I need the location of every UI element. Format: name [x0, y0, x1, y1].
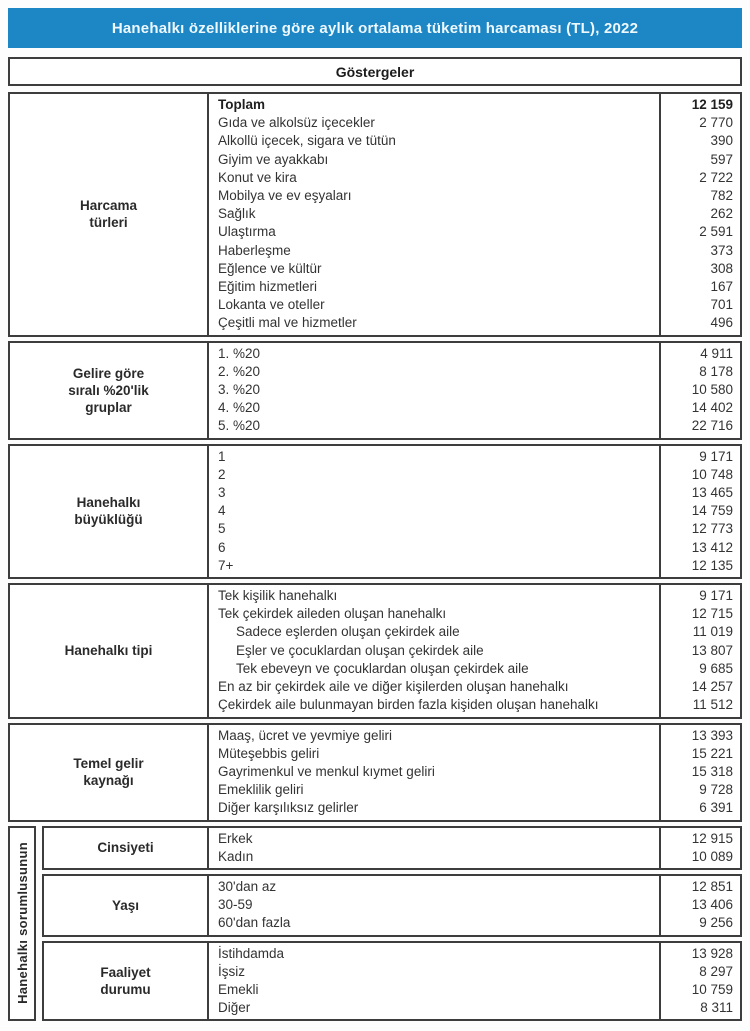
row-label: Gıda ve alkolsüz içecekler — [218, 115, 375, 131]
row-label: Alkollü içecek, sigara ve tütün — [218, 133, 396, 149]
row-value: 373 — [710, 242, 733, 258]
row-label: 7+ — [218, 557, 234, 573]
row-label: 4. %20 — [218, 400, 261, 416]
row-value: 9 685 — [699, 660, 733, 676]
row-label: İşsiz — [218, 963, 245, 979]
row-value: 9 171 — [699, 448, 733, 464]
row-value: 390 — [710, 133, 733, 149]
section-label: Faaliyet durumu — [100, 964, 151, 997]
row-label: Eğitim hizmetleri — [218, 279, 318, 295]
row-value: 10 748 — [691, 466, 733, 482]
row-label: 30-59 — [218, 897, 253, 913]
section-label-cell — [10, 725, 209, 820]
row-value: 308 — [710, 260, 733, 276]
vertical-label: Hanehalkı sorumlusunun — [14, 842, 30, 1005]
row-value: 167 — [710, 279, 733, 295]
row-label: 4 — [218, 503, 226, 519]
row-value: 12 773 — [691, 521, 733, 537]
section — [42, 874, 742, 937]
row-label: Eğlence ve kültür — [218, 260, 322, 276]
section-label-cell — [10, 343, 209, 438]
row-label: 5 — [218, 521, 226, 537]
row-value: 12 915 — [691, 830, 733, 846]
page-title: Hanehalkı özelliklerine göre aylık ortalama tüketim harcaması (TL), 2022 — [111, 19, 639, 37]
section-items-column — [209, 94, 659, 335]
row-label: Konut ve kira — [218, 169, 297, 185]
section-label-cell — [10, 446, 209, 577]
row-label: Tek kişilik hanehalkı — [218, 588, 338, 604]
row-label: Tek çekirdek aileden oluşan hanehalkı — [218, 606, 447, 622]
row-label: 3 — [218, 485, 226, 501]
section — [8, 444, 742, 579]
row-value: 15 221 — [691, 745, 733, 761]
row-value: 8 311 — [700, 1000, 733, 1016]
row-label: Kadın — [218, 848, 254, 864]
row-value: 10 759 — [691, 981, 733, 997]
row-label: 2 — [218, 466, 226, 482]
row-value: 13 412 — [691, 539, 733, 555]
row-value: 2 770 — [699, 115, 733, 131]
row-label: 60'dan fazla — [218, 915, 291, 931]
row-value: 8 297 — [699, 963, 733, 979]
row-label: İstihdamda — [218, 945, 285, 961]
row-label: 3. %20 — [218, 382, 261, 398]
section — [8, 341, 742, 440]
section-items-column — [209, 876, 659, 935]
row-value: 14 402 — [691, 400, 733, 416]
section-items-column — [209, 343, 659, 438]
row-label: Erkek — [218, 830, 253, 846]
row-label: Diğer — [218, 1000, 251, 1016]
row-value: 11 019 — [692, 624, 733, 640]
row-value: 14 257 — [691, 679, 733, 695]
section-values-column — [659, 446, 740, 577]
title-bar — [8, 8, 742, 48]
section-items-column — [209, 446, 659, 577]
row-value: 262 — [710, 206, 733, 222]
row-value: 12 715 — [691, 606, 733, 622]
section-items-column — [209, 725, 659, 820]
row-value: 9 728 — [699, 782, 733, 798]
row-value: 496 — [710, 315, 733, 331]
household-responsible-group — [8, 826, 742, 1022]
section — [8, 723, 742, 822]
row-value: 12 159 — [691, 97, 733, 112]
row-value: 13 807 — [691, 642, 733, 658]
row-value: 701 — [710, 297, 733, 313]
section-items-column — [209, 943, 659, 1020]
row-value: 14 759 — [691, 503, 733, 519]
row-label: Lokanta ve oteller — [218, 297, 325, 313]
section-values-column — [659, 343, 740, 438]
row-label: Müteşebbis geliri — [218, 745, 320, 761]
row-value: 13 393 — [691, 727, 733, 743]
section-values-column — [659, 876, 740, 935]
section-label: Gelire göre sıralı %20'lik gruplar — [68, 365, 149, 415]
section-label: Temel gelir kaynağı — [73, 756, 144, 788]
section-label-cell — [44, 828, 209, 868]
section-values-column — [659, 94, 740, 335]
row-label: Mobilya ve ev eşyaları — [218, 188, 352, 204]
section-label-cell — [10, 585, 209, 716]
row-value: 597 — [710, 151, 733, 167]
row-value: 13 928 — [691, 945, 733, 961]
row-value: 22 716 — [691, 418, 733, 434]
row-label: 1 — [218, 448, 226, 464]
section-label: Cinsiyeti — [97, 840, 154, 856]
row-label: Maaş, ücret ve yevmiye geliri — [218, 727, 393, 743]
row-label: Sadece eşlerden oluşan çekirdek aile — [236, 624, 460, 640]
row-label: 5. %20 — [218, 418, 261, 434]
row-value: 11 512 — [692, 697, 733, 713]
sections-container — [8, 92, 742, 822]
row-value: 10 089 — [691, 848, 733, 864]
row-value: 9 256 — [699, 915, 733, 931]
row-value: 6 391 — [699, 800, 733, 816]
row-label: Haberleşme — [218, 242, 291, 258]
row-label: 6 — [218, 539, 226, 555]
row-value: 12 851 — [691, 878, 733, 894]
row-label: En az bir çekirdek aile ve diğer kişilerden oluşan hanehalkı — [218, 679, 569, 695]
row-value: 2 722 — [699, 169, 733, 185]
row-label: Diğer karşılıksız gelirler — [218, 800, 359, 816]
row-label: 1. %20 — [218, 345, 261, 361]
row-value: 15 318 — [691, 763, 733, 779]
section-values-column — [659, 725, 740, 820]
section — [42, 941, 742, 1022]
row-value: 782 — [710, 188, 733, 204]
vertical-label-box — [8, 826, 36, 1022]
row-value: 8 178 — [699, 363, 733, 379]
row-label: 2. %20 — [218, 363, 261, 379]
section-values-column — [659, 828, 740, 868]
indicators-header: Göstergeler — [335, 63, 415, 80]
row-value: 9 171 — [699, 588, 733, 604]
row-label: Sağlık — [218, 206, 256, 222]
section-label-cell — [10, 94, 209, 335]
section-values-column — [659, 943, 740, 1020]
section-items-column — [209, 828, 659, 868]
section-label: Hanehalkı büyüklüğü — [74, 495, 143, 528]
row-value: 13 406 — [691, 897, 733, 913]
row-value: 10 580 — [691, 382, 733, 398]
section-label: Yaşı — [111, 897, 140, 913]
section — [8, 92, 742, 337]
section — [42, 826, 742, 870]
section-label: Harcama türleri — [79, 198, 138, 231]
section-label: Hanehalkı tipi — [64, 643, 153, 659]
section-items-column — [209, 585, 659, 716]
row-label: Çekirdek aile bulunmayan birden fazla kişiden oluşan hanehalkı — [218, 697, 599, 713]
row-label: Emeklilik geliri — [218, 782, 304, 798]
row-value: 4 911 — [700, 345, 733, 361]
row-value: 13 465 — [691, 485, 733, 501]
row-label: Toplam — [218, 97, 265, 112]
section-label-cell — [44, 876, 209, 935]
row-label: Eşler ve çocuklardan oluşan çekirdek aile — [236, 642, 484, 658]
row-label: 30'dan az — [218, 878, 277, 894]
section — [8, 583, 742, 718]
row-value: 12 135 — [691, 557, 733, 573]
indicators-header-box — [8, 57, 742, 86]
section-label-cell — [44, 943, 209, 1020]
row-label: Ulaştırma — [218, 224, 276, 240]
row-label: Gayrimenkul ve menkul kıymet geliri — [218, 763, 435, 779]
section-values-column — [659, 585, 740, 716]
row-label: Çeşitli mal ve hizmetler — [218, 315, 357, 331]
responsible-sections-container — [42, 826, 742, 1022]
row-value: 2 591 — [699, 224, 733, 240]
row-label: Giyim ve ayakkabı — [218, 151, 329, 167]
row-label: Tek ebeveyn ve çocuklardan oluşan çekirdek aile — [236, 660, 529, 676]
row-label: Emekli — [218, 981, 259, 997]
